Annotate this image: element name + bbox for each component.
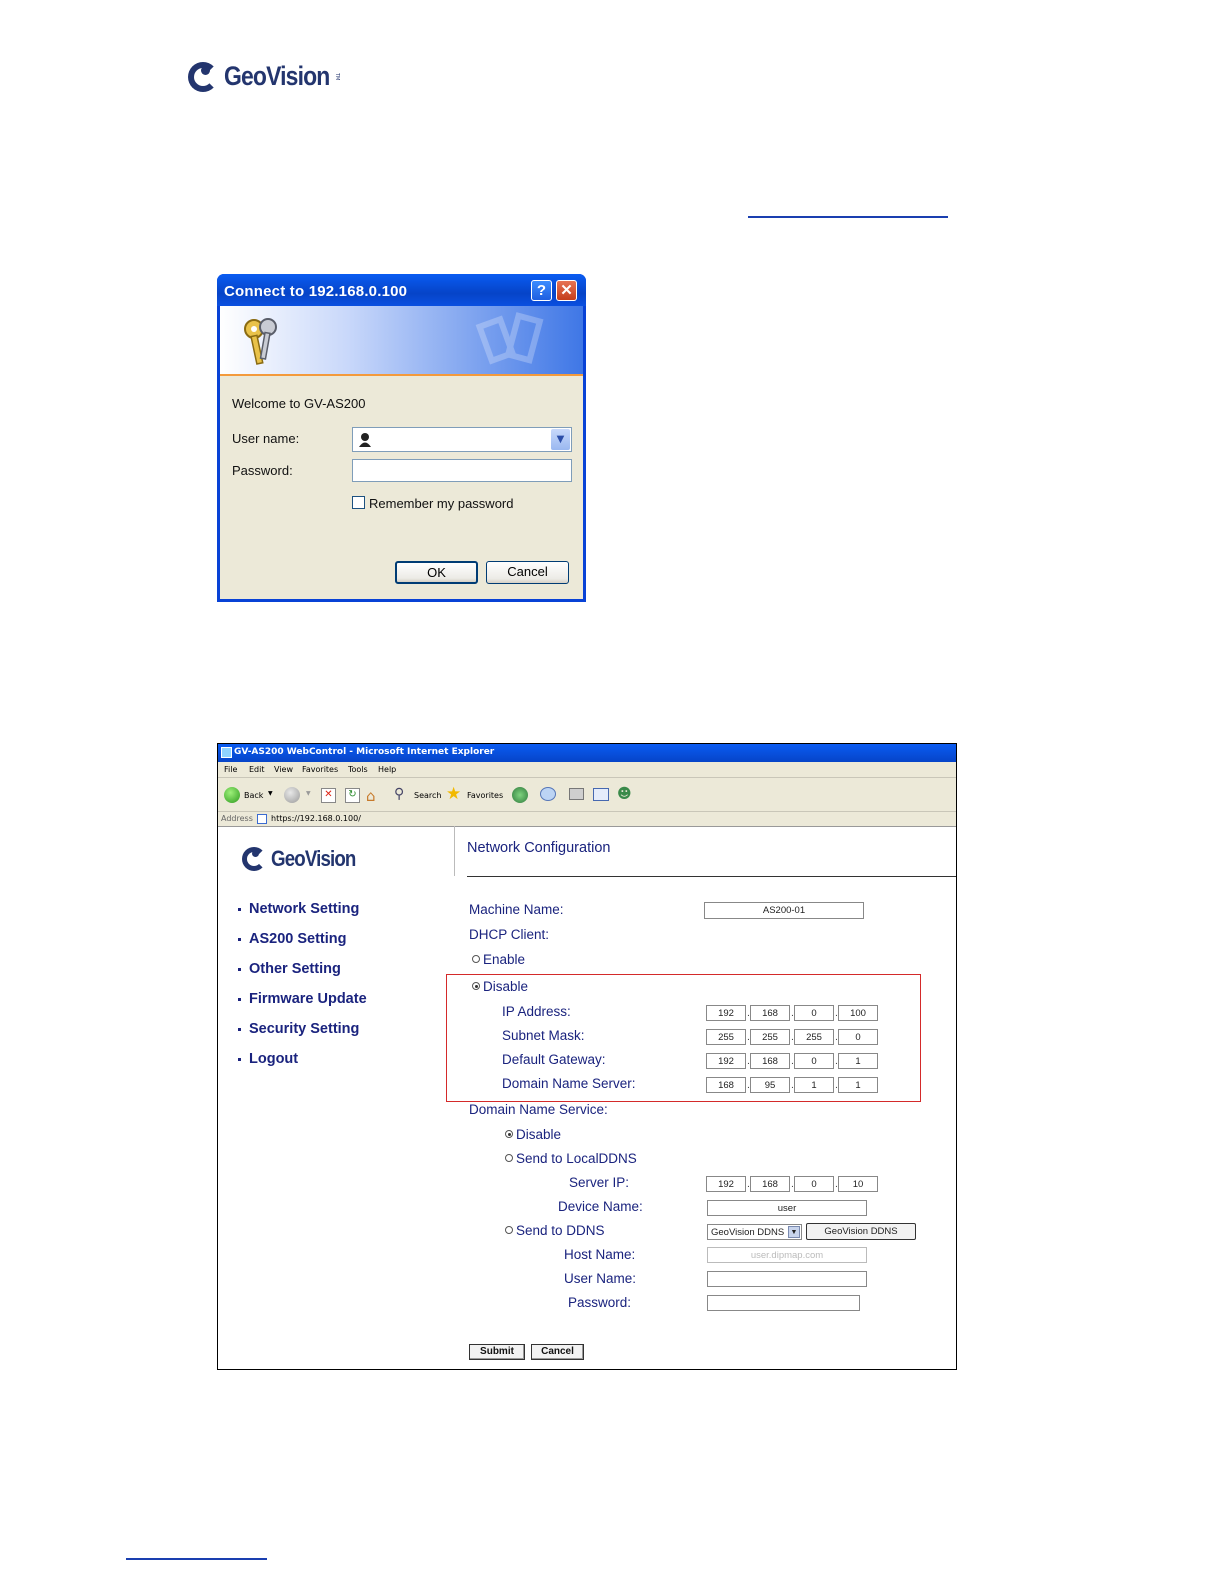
ip-octet-4[interactable]: 100 [838, 1005, 878, 1021]
mask-octet-1[interactable]: 255 [706, 1029, 746, 1045]
server-ip-octet-2[interactable]: 168 [750, 1176, 790, 1192]
dns-octet-3[interactable]: 1 [794, 1077, 834, 1093]
dns-separator: . [835, 1081, 838, 1091]
ip-octet-3[interactable]: 0 [794, 1005, 834, 1021]
send-ddns-option[interactable] [505, 1223, 605, 1238]
dhcp-disable-radio[interactable] [472, 982, 480, 990]
forward-dropdown-icon[interactable]: ▼ [306, 790, 311, 797]
address-label: Address [221, 814, 253, 823]
ddns-disable-label: Disable [516, 1127, 562, 1142]
page-logo-tm: TM [334, 72, 341, 81]
mask-octet-4[interactable]: 0 [838, 1029, 878, 1045]
dhcp-enable-radio[interactable] [472, 955, 480, 963]
nav-as200-setting[interactable] [238, 931, 347, 947]
gateway-octet-2[interactable]: 168 [750, 1053, 790, 1069]
ip-octet-1[interactable]: 192 [706, 1005, 746, 1021]
submit-button[interactable]: Submit [469, 1344, 525, 1360]
forward-icon[interactable] [284, 787, 300, 803]
ddns-disable-radio[interactable] [505, 1130, 513, 1138]
back-label[interactable]: Back [244, 791, 264, 800]
host-name-input[interactable] [707, 1247, 867, 1263]
webapp-cancel-button[interactable]: Cancel [531, 1344, 584, 1360]
ddns-provider-select[interactable] [707, 1224, 802, 1240]
dhcp-enable-label: Enable [483, 952, 526, 967]
menu-edit[interactable]: Edit [249, 765, 265, 774]
subnet-mask-label: Subnet Mask: [502, 1028, 585, 1043]
webapp-logo-text: GeoVision [271, 846, 356, 871]
ip-separator: . [791, 1009, 794, 1019]
password-label: Password: [232, 463, 293, 478]
favorites-star-icon[interactable]: ★ [446, 784, 462, 804]
page-heading: Network Configuration [467, 840, 611, 856]
geovision-mark-icon [242, 847, 266, 871]
nav-as200-setting-label: AS200 Setting [249, 931, 347, 947]
menu-file[interactable]: File [224, 765, 238, 774]
gateway-octet-4[interactable]: 1 [838, 1053, 878, 1069]
server-ip-octet-4[interactable]: 10 [838, 1176, 878, 1192]
host-name-label: Host Name: [564, 1247, 636, 1262]
nav-firmware-update-label: Firmware Update [249, 991, 367, 1007]
user-icon [358, 432, 372, 448]
ie-app-icon [221, 747, 232, 758]
send-localddns-label: Send to LocalDDNS [516, 1151, 637, 1166]
chevron-down-icon[interactable]: ▼ [551, 429, 570, 450]
footnote-underline [126, 1558, 267, 1560]
gateway-octet-3[interactable]: 0 [794, 1053, 834, 1069]
server-ip-separator: . [835, 1180, 838, 1190]
favorites-label[interactable]: Favorites [467, 791, 504, 800]
messenger-icon[interactable]: ☻ [617, 786, 632, 802]
nav-logout-label: Logout [249, 1051, 299, 1067]
dhcp-enable-option[interactable] [472, 952, 525, 967]
login-dialog [217, 274, 586, 602]
home-icon[interactable]: ⌂ [366, 787, 376, 805]
address-bar [218, 812, 956, 827]
username-combobox[interactable] [352, 427, 572, 452]
dns-octet-4[interactable]: 1 [838, 1077, 878, 1093]
dns-service-label: Domain Name Service: [469, 1102, 608, 1117]
mask-octet-2[interactable]: 255 [750, 1029, 790, 1045]
mask-separator: . [747, 1033, 750, 1043]
search-icon[interactable]: ⚲ [394, 786, 405, 802]
nav-other-setting-label: Other Setting [249, 961, 341, 977]
keys-icon [234, 311, 294, 371]
dns-separator: . [791, 1081, 794, 1091]
send-ddns-label: Send to DDNS [516, 1223, 605, 1238]
dns-server-label: Domain Name Server: [502, 1076, 636, 1091]
nav-network-setting-label: Network Setting [249, 901, 360, 917]
ip-separator: . [835, 1009, 838, 1019]
heading-rule [467, 876, 956, 877]
dialog-banner [220, 306, 583, 376]
browser-toolbar [218, 778, 956, 812]
geovision-mark-icon [188, 62, 218, 92]
browser-window [217, 743, 957, 1370]
username-label: User name: [232, 431, 300, 446]
content-left-rule [454, 826, 455, 876]
back-dropdown-icon[interactable]: ▼ [268, 790, 273, 797]
gateway-separator: . [791, 1057, 794, 1067]
history-icon[interactable] [512, 787, 528, 803]
browser-menubar [218, 762, 956, 778]
print-icon[interactable] [569, 788, 584, 800]
ddns-disable-option[interactable] [505, 1127, 561, 1142]
stop-icon[interactable]: ✕ [321, 788, 336, 803]
nav-security-setting[interactable] [238, 1021, 359, 1037]
dhcp-disable-option[interactable] [472, 979, 528, 994]
ddns-user-name-input[interactable] [707, 1271, 867, 1287]
chevron-down-icon[interactable]: ▼ [788, 1226, 800, 1238]
dialog-title: Connect to 192.168.0.100 [224, 283, 408, 300]
nav-network-setting[interactable] [238, 901, 359, 917]
mask-separator: . [835, 1033, 838, 1043]
browser-title: GV-AS200 WebControl - Microsoft Internet Explorer [234, 747, 495, 757]
address-input[interactable]: https://192.168.0.100/ [271, 814, 361, 823]
default-gateway-label: Default Gateway: [502, 1052, 606, 1067]
search-label[interactable]: Search [414, 791, 442, 800]
ddns-provider-value: GeoVision DDNS [711, 1227, 785, 1238]
ddns-password-input[interactable] [707, 1295, 860, 1311]
password-input[interactable] [352, 459, 572, 482]
dns-octet-1[interactable]: 168 [706, 1077, 746, 1093]
device-name-label: Device Name: [558, 1199, 643, 1214]
gateway-separator: . [747, 1057, 750, 1067]
geovision-ddns-button[interactable]: GeoVision DDNS [806, 1223, 916, 1240]
page-logo-text: GeoVision [224, 61, 330, 91]
ip-octet-2[interactable]: 168 [750, 1005, 790, 1021]
close-button[interactable]: ✕ [556, 280, 577, 301]
nav-other-setting[interactable] [238, 961, 341, 977]
dns-octet-2[interactable]: 95 [750, 1077, 790, 1093]
machine-name-label: Machine Name: [469, 902, 564, 917]
send-localddns-radio[interactable] [505, 1154, 513, 1162]
help-button[interactable]: ? [531, 280, 552, 301]
mail-icon[interactable] [540, 787, 556, 801]
menu-view[interactable]: View [274, 765, 293, 774]
server-ip-octet-1[interactable]: 192 [706, 1176, 746, 1192]
ip-address-label: IP Address: [502, 1004, 571, 1019]
refresh-icon[interactable]: ↻ [345, 788, 360, 803]
gateway-separator: . [835, 1057, 838, 1067]
ip-separator: . [747, 1009, 750, 1019]
dialog-titlebar[interactable] [217, 274, 586, 306]
send-ddns-radio[interactable] [505, 1226, 513, 1234]
page-icon [257, 814, 267, 824]
host-name-placeholder: user.dipmap.com [750, 1250, 824, 1261]
gateway-octet-1[interactable]: 192 [706, 1053, 746, 1069]
dns-separator: . [747, 1081, 750, 1091]
cancel-button[interactable]: Cancel [486, 561, 569, 584]
server-ip-separator: . [791, 1180, 794, 1190]
dhcp-disable-label: Disable [483, 979, 529, 994]
ddns-password-label: Password: [568, 1295, 632, 1310]
edit-icon[interactable] [593, 788, 609, 801]
mask-separator: . [791, 1033, 794, 1043]
nav-firmware-update[interactable] [238, 991, 367, 1007]
menu-favorites[interactable]: Favorites [302, 765, 339, 774]
welcome-text: Welcome to GV-AS200 [232, 396, 366, 411]
hyperlink-underline[interactable] [748, 216, 948, 218]
remember-password-checkbox[interactable] [352, 496, 365, 509]
ok-button[interactable]: OK [395, 561, 478, 584]
menu-help[interactable]: Help [378, 765, 397, 774]
back-icon[interactable] [224, 787, 240, 803]
send-localddns-option[interactable] [505, 1151, 637, 1166]
server-ip-label: Server IP: [569, 1175, 630, 1190]
nav-security-setting-label: Security Setting [249, 1021, 360, 1037]
dhcp-label: DHCP Client: [469, 927, 550, 942]
webapp-logo [242, 846, 370, 872]
server-ip-separator: . [747, 1180, 750, 1190]
machine-name-input[interactable]: AS200-01 [704, 902, 864, 919]
device-name-input[interactable]: user [707, 1200, 867, 1216]
remember-password-label[interactable]: Remember my password [369, 496, 514, 511]
nav-logout[interactable] [238, 1051, 298, 1067]
watermark-keys-icon [475, 310, 555, 370]
browser-titlebar[interactable] [218, 744, 956, 762]
menu-tools[interactable]: Tools [348, 765, 368, 774]
page-logo [188, 61, 340, 92]
server-ip-octet-3[interactable]: 0 [794, 1176, 834, 1192]
mask-octet-3[interactable]: 255 [794, 1029, 834, 1045]
ddns-user-name-label: User Name: [564, 1271, 637, 1286]
dialog-body [220, 306, 583, 599]
